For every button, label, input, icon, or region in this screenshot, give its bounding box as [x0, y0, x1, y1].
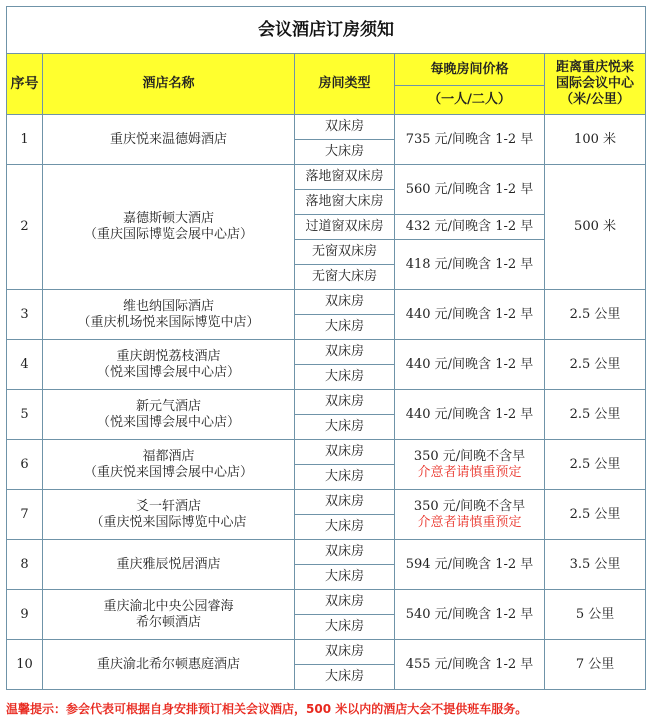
- price-text: 418 元/间晚含 1-2 早: [405, 256, 534, 272]
- room-type-cell: 双床房: [295, 540, 395, 565]
- price-cell: [395, 540, 545, 590]
- seq-cell: 6: [7, 440, 43, 490]
- price-text: 440 元/间晚含 1-2 早: [405, 306, 534, 322]
- room-type-cell: 大床房: [295, 565, 395, 590]
- seq-cell: 8: [7, 540, 43, 590]
- hotel-name-line: 希尔顿酒店: [135, 614, 201, 630]
- price-cell: [395, 390, 545, 440]
- booking-sheet: [6, 6, 645, 690]
- header-distance-line3: （米/公里）: [560, 92, 630, 107]
- room-type-cell: 大床房: [295, 415, 395, 440]
- hotel-name-cell: [43, 440, 295, 490]
- header-room-type: 房间类型: [295, 54, 395, 115]
- room-type-cell: 双床房: [295, 440, 395, 465]
- distance-cell: 500 米: [545, 165, 646, 290]
- price-text: 560 元/间晚含 1-2 早: [405, 181, 534, 197]
- room-type-cell: 双床房: [295, 290, 395, 315]
- hotel-name-line: （重庆机场悦来国际博览中店）: [77, 314, 260, 330]
- header-distance: [545, 54, 646, 115]
- price-cell: [395, 490, 545, 540]
- table-row: [7, 440, 646, 465]
- hotel-name-line: （悦来国博会展中心店）: [96, 364, 240, 380]
- hotel-name-cell: [43, 490, 295, 540]
- hotel-name-line: 重庆悦来温德姆酒店: [109, 131, 227, 147]
- seq-cell: 1: [7, 115, 43, 165]
- table-row: [7, 590, 646, 615]
- hotel-name-cell: [43, 390, 295, 440]
- seq-cell: 10: [7, 640, 43, 690]
- room-type-cell: 大床房: [295, 465, 395, 490]
- price-text: 440 元/间晚含 1-2 早: [405, 356, 534, 372]
- distance-cell: 100 米: [545, 115, 646, 165]
- room-type-cell: 双床房: [295, 640, 395, 665]
- room-type-cell: 过道窗双床房: [295, 215, 395, 240]
- price-text: 432 元/间晚含 1-2 早: [405, 219, 534, 234]
- price-cell: [395, 240, 545, 290]
- header-price-sub: （一人/二人）: [395, 86, 545, 115]
- seq-cell: 7: [7, 490, 43, 540]
- price-cell: [395, 165, 545, 215]
- table-row: [7, 165, 646, 190]
- seq-cell: 9: [7, 590, 43, 640]
- hotel-name-cell: [43, 165, 295, 290]
- page-title: 会议酒店订房须知: [7, 7, 646, 54]
- table-row: [7, 340, 646, 365]
- header-seq: 序号: [7, 54, 43, 115]
- warm-tip-note: 温馨提示：参会代表可根据自身安排预订相关会议酒店，500 米以内的酒店大会不提供班车服务。: [6, 702, 528, 716]
- price-cell: [395, 440, 545, 490]
- room-type-cell: 大床房: [295, 665, 395, 690]
- price-cell: [395, 115, 545, 165]
- hotel-name-cell: [43, 540, 295, 590]
- hotel-name-line: （悦来国博会展中心店）: [96, 414, 240, 430]
- seq-cell: 2: [7, 165, 43, 290]
- hotel-name-line: 新元气酒店: [135, 398, 201, 414]
- header-hotel-name: 酒店名称: [43, 54, 295, 115]
- price-cell: [395, 640, 545, 690]
- price-text: 350 元/间晚不含早: [413, 448, 526, 464]
- hotel-name-line: （重庆国际博览会展中心店）: [83, 227, 253, 242]
- booking-warning: 介意者请慎重预定: [417, 514, 522, 530]
- hotel-name-line: （重庆悦来国际博览中心店: [90, 514, 247, 530]
- distance-cell: 2.5 公里: [545, 490, 646, 540]
- booking-warning: 介意者请慎重预定: [417, 464, 522, 480]
- room-type-cell: 大床房: [295, 515, 395, 540]
- price-cell: [395, 340, 545, 390]
- room-type-cell: 双床房: [295, 115, 395, 140]
- room-type-cell: 大床房: [295, 315, 395, 340]
- price-text: 350 元/间晚不含早: [413, 498, 526, 514]
- distance-cell: 2.5 公里: [545, 290, 646, 340]
- hotel-name-line: 嘉德斯顿大酒店: [122, 211, 214, 226]
- price-cell: [395, 215, 545, 240]
- header-distance-line1: 距离重庆悦来: [556, 60, 635, 75]
- room-type-cell: 双床房: [295, 340, 395, 365]
- price-cell: [395, 290, 545, 340]
- price-text: 735 元/间晚含 1-2 早: [405, 131, 534, 147]
- hotel-name-cell: [43, 590, 295, 640]
- hotel-name-line: 维也纳国际酒店: [122, 298, 214, 314]
- hotel-name-cell: [43, 640, 295, 690]
- room-type-cell: 无窗大床房: [295, 265, 395, 290]
- room-type-cell: 落地窗大床房: [295, 190, 395, 215]
- distance-cell: 2.5 公里: [545, 340, 646, 390]
- hotel-name-cell: [43, 290, 295, 340]
- hotel-name-line: 福都酒店: [142, 448, 195, 464]
- price-text: 440 元/间晚含 1-2 早: [405, 406, 534, 422]
- room-type-cell: 大床房: [295, 365, 395, 390]
- table-row: [7, 115, 646, 140]
- hotel-name-cell: [43, 340, 295, 390]
- table-row: [7, 490, 646, 515]
- distance-cell: 5 公里: [545, 590, 646, 640]
- table-row: [7, 640, 646, 665]
- hotel-name-line: 重庆渝北中央公园睿海: [103, 598, 234, 614]
- seq-cell: 3: [7, 290, 43, 340]
- price-text: 594 元/间晚含 1-2 早: [405, 556, 534, 572]
- price-text: 540 元/间晚含 1-2 早: [405, 606, 534, 622]
- price-cell: [395, 590, 545, 640]
- seq-cell: 4: [7, 340, 43, 390]
- table-row: [7, 390, 646, 415]
- hotel-name-line: 重庆雅辰悦居酒店: [116, 556, 221, 572]
- price-text: 455 元/间晚含 1-2 早: [405, 656, 534, 672]
- room-type-cell: 双床房: [295, 390, 395, 415]
- room-type-cell: 大床房: [295, 140, 395, 165]
- seq-cell: 5: [7, 390, 43, 440]
- header-distance-line2: 国际会议中心: [556, 76, 635, 91]
- table-row: [7, 540, 646, 565]
- room-type-cell: 无窗双床房: [295, 240, 395, 265]
- hotel-name-line: 重庆朗悦荔枝酒店: [116, 348, 221, 364]
- header-price: 每晚房间价格: [395, 54, 545, 86]
- hotel-name-line: （重庆悦来国博会展中心店）: [83, 464, 253, 480]
- hotel-name-line: 爻一轩酒店: [135, 498, 201, 514]
- distance-cell: 7 公里: [545, 640, 646, 690]
- room-type-cell: 落地窗双床房: [295, 165, 395, 190]
- hotel-table: [6, 6, 646, 690]
- room-type-cell: 大床房: [295, 615, 395, 640]
- room-type-cell: 双床房: [295, 490, 395, 515]
- distance-cell: 2.5 公里: [545, 440, 646, 490]
- hotel-name-line: 重庆渝北希尔顿惠庭酒店: [96, 656, 240, 672]
- distance-cell: 3.5 公里: [545, 540, 646, 590]
- distance-cell: 2.5 公里: [545, 390, 646, 440]
- table-row: [7, 290, 646, 315]
- hotel-name-cell: [43, 115, 295, 165]
- room-type-cell: 双床房: [295, 590, 395, 615]
